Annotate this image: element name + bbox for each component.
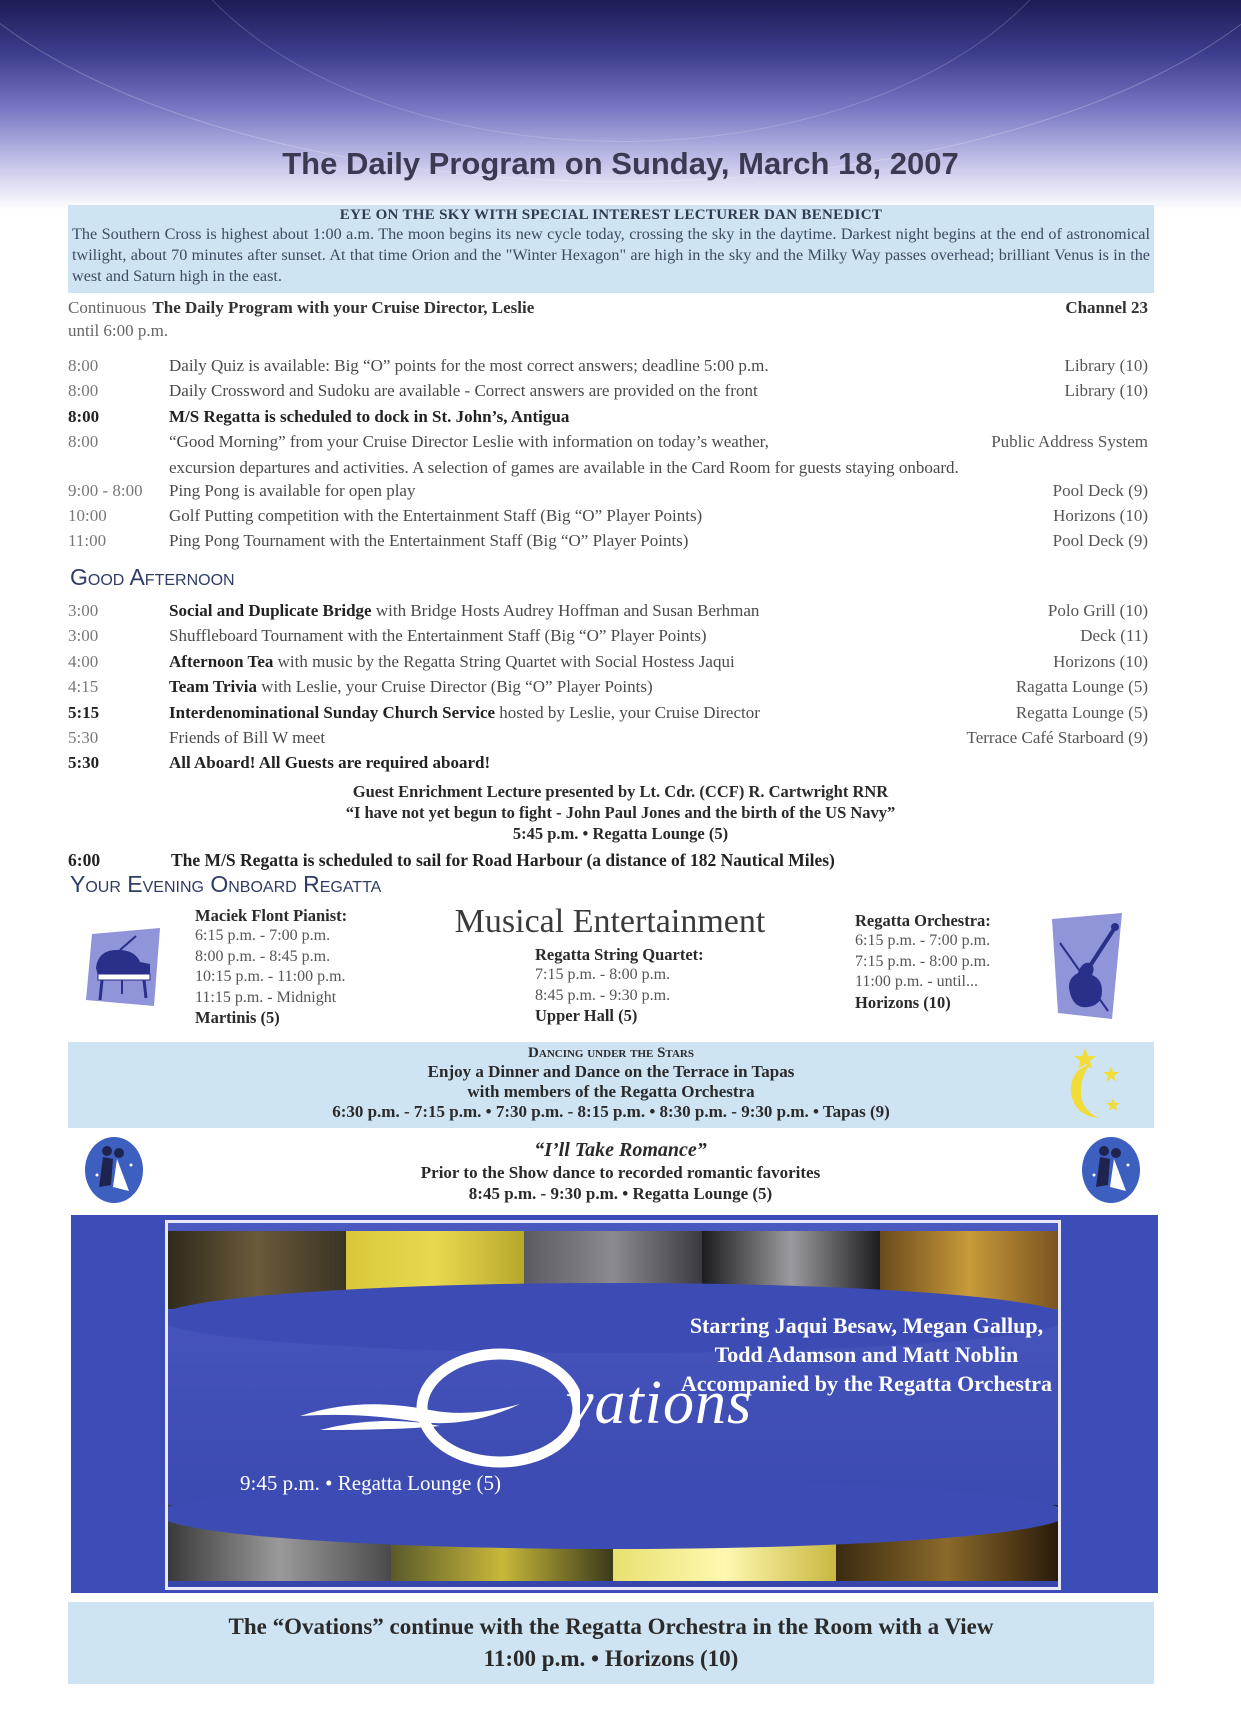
lecture-line: 5:45 p.m. • Regatta Lounge (5) [512, 824, 729, 843]
orchestra-schedule [855, 911, 991, 1013]
event-location: Horizons (10) [1053, 505, 1148, 525]
event-description: Ping Pong Tournament with the Entertainment Staff (Big “O” Player Points) [169, 531, 689, 551]
event-time: 5:30 [68, 727, 99, 747]
afternoon-heading: Good Afternoon [70, 564, 235, 590]
orchestra-time: 6:15 p.m. - 7:00 p.m. [855, 932, 991, 949]
string-quartet-schedule [535, 945, 704, 1026]
event-description: Golf Putting competition with the Entertainment Staff (Big “O” Player Points) [169, 505, 703, 525]
pianist-heading: Maciek Flont Pianist: [195, 906, 348, 925]
sky-heading: EYE ON THE SKY WITH SPECIAL INTEREST LECTURER DAN BENEDICT [339, 207, 883, 223]
pianist-time: 11:15 p.m. - Midnight [195, 988, 337, 1006]
event-location: Pool Deck (9) [1052, 531, 1148, 551]
page-title: The Daily Program on Sunday, March 18, 2007 [282, 146, 959, 181]
pianist-time: 10:15 p.m. - 11:00 p.m. [195, 968, 346, 985]
event-detail: Shuffleboard Tournament with the Entertainment Staff (Big “O” Player Points) [169, 626, 707, 646]
event-title: Interdenominational Sunday Church Service [169, 702, 496, 722]
dancing-line: with members of the Regatta Orchestra [467, 1082, 755, 1101]
romance-event [0, 1138, 1241, 1204]
starring-line: Accompanied by the Regatta Orchestra [680, 1371, 1052, 1396]
event-detail: hosted by Leslie, your Cruise Director [495, 702, 760, 722]
piano-icon [84, 928, 164, 1010]
event-location: Regatta Lounge (5) [1015, 702, 1148, 722]
schedule-row [68, 356, 1148, 381]
sail-time: 6:00 [68, 850, 101, 870]
event-time: 4:15 [68, 677, 99, 697]
dancing-heading: Dancing under the Stars [528, 1045, 694, 1061]
orchestra-heading: Regatta Orchestra: [855, 911, 991, 930]
schedule-row [68, 481, 1148, 506]
event-time: 8:00 [68, 406, 100, 426]
event-time: 5:15 [68, 702, 100, 722]
ovations-show-name: vations [566, 1369, 753, 1437]
event-description: M/S Regatta is scheduled to dock in St. John’s, Antigua [169, 406, 570, 426]
final-line: The “Ovations” continue with the Regatta Orchestra in the Room with a View [228, 1614, 994, 1639]
event-time: 8:00 [68, 432, 99, 452]
event-description [169, 728, 967, 748]
dancing-under-the-stars [68, 1042, 1154, 1128]
event-title: Afternoon Tea [169, 651, 274, 671]
event-location: Ragatta Lounge (5) [1015, 677, 1148, 697]
orchestra-venue: Horizons (10) [855, 992, 951, 1012]
event-title: Social and Duplicate Bridge [169, 601, 372, 620]
starring-line: Todd Adamson and Matt Noblin [714, 1342, 1019, 1367]
quartet-heading: Regatta String Quartet: [535, 945, 704, 964]
moon-stars-icon [1055, 1048, 1125, 1124]
event-description [169, 753, 1148, 773]
schedule-row [68, 381, 1148, 406]
channel-label: Channel 23 [1065, 298, 1148, 317]
continuous-title: The Daily Program with your Cruise Director, Leslie [152, 298, 535, 317]
pianist-time: 8:00 p.m. - 8:45 p.m. [195, 947, 331, 965]
schedule-row [68, 728, 1148, 753]
event-location: Terrace Café Starboard (9) [966, 727, 1148, 747]
morning-schedule [68, 356, 1148, 557]
ovations-venue: 9:45 p.m. • Regatta Lounge (5) [240, 1471, 502, 1495]
sail-notice [68, 850, 1168, 871]
event-location: Library (10) [1064, 356, 1148, 375]
continuous-label: Continuous [68, 298, 147, 317]
event-location: Polo Grill (10) [1047, 601, 1148, 620]
enrichment-lecture [0, 781, 1241, 844]
continuous-program [68, 298, 1148, 341]
ovations-poster-frame [165, 1220, 1061, 1590]
dancing-couple-icon [1080, 1135, 1142, 1205]
event-location: Pool Deck (9) [1052, 480, 1148, 500]
afternoon-schedule [68, 601, 1148, 779]
sky-text: The Southern Cross is highest about 1:00 a.m. The moon begins its new cycle today, crossing the sky in the daytime. Darkest night begins at the end of astronomical twilight, about 70 minutes after sunset. At that time Orion and the "Winter Hexagon" are high in the sky and the Milky Way passes overhead; brilliant Venus is in the west and Saturn high in the east. [72, 225, 1150, 285]
ovations-logo-o [300, 1348, 580, 1468]
continuous-until: until 6:00 p.m. [68, 321, 169, 340]
final-line: 11:00 p.m. • Horizons (10) [483, 1646, 739, 1671]
quartet-time: 7:15 p.m. - 8:00 p.m. [535, 966, 671, 983]
sail-text: The M/S Regatta is scheduled to sail for Road Harbour (a distance of 182 Nautical Miles) [171, 850, 835, 870]
event-time: 3:00 [68, 601, 99, 620]
schedule-row [68, 753, 1148, 778]
schedule-row [68, 652, 1148, 677]
event-description [169, 626, 1080, 646]
event-description [169, 652, 1053, 672]
starring-line: Starring Jaqui Besaw, Megan Gallup, [689, 1313, 1044, 1338]
romance-heading: “I’ll Take Romance” [534, 1139, 707, 1161]
event-description-continued: excursion departures and activities. A selection of games are available in the Card Room for guests staying onboard. [169, 457, 959, 477]
event-location: Horizons (10) [1053, 651, 1148, 671]
schedule-row [68, 407, 1148, 432]
event-location: Deck (11) [1080, 626, 1148, 646]
event-title: All Aboard! All Guests are required aboard! [169, 753, 491, 773]
event-description: Daily Crossword and Sudoku are available - Correct answers are provided on the front [169, 381, 758, 401]
event-time: 5:30 [68, 753, 100, 773]
orchestra-time: 11:00 p.m. - until... [855, 973, 978, 990]
event-detail: with music by the Regatta String Quartet with Social Hostess Jaqui [273, 651, 735, 671]
quartet-time: 8:45 p.m. - 9:30 p.m. [535, 986, 671, 1004]
quartet-venue: Upper Hall (5) [535, 1006, 638, 1025]
event-description [169, 703, 1016, 723]
eye-on-the-sky-box [68, 205, 1154, 293]
event-title: Team Trivia [169, 677, 257, 697]
romance-line: Prior to the Show dance to recorded romantic favorites [420, 1163, 821, 1182]
schedule-row [68, 506, 1148, 531]
schedule-row [68, 677, 1148, 702]
romance-line: 8:45 p.m. - 9:30 p.m. • Regatta Lounge (5) [468, 1184, 773, 1203]
violin-icon [1048, 913, 1126, 1023]
musical-entertainment-title: Musical Entertainment [454, 903, 766, 940]
event-detail: with Bridge Hosts Audrey Hoffman and Susan Berhman [371, 601, 760, 620]
event-detail: with Leslie, your Cruise Director (Big “O” Player Points) [257, 677, 653, 697]
event-description [169, 601, 1048, 621]
event-location: Library (10) [1064, 381, 1148, 401]
orchestra-time: 7:15 p.m. - 8:00 p.m. [855, 952, 991, 970]
ovations-poster [71, 1215, 1158, 1593]
event-description [169, 677, 1016, 697]
event-description: Ping Pong is available for open play [169, 480, 416, 500]
pianist-time: 6:15 p.m. - 7:00 p.m. [195, 927, 331, 944]
dancing-line: 6:30 p.m. - 7:15 p.m. • 7:30 p.m. - 8:15 p.m. • 8:30 p.m. - 9:30 p.m. • Tapas (9) [332, 1102, 890, 1121]
lecture-line: Guest Enrichment Lecture presented by Lt. Cdr. (CCF) R. Cartwright RNR [352, 782, 889, 801]
schedule-row [68, 601, 1148, 626]
event-time: 11:00 [68, 531, 107, 551]
event-detail: Friends of Bill W meet [169, 727, 326, 747]
event-description: Daily Quiz is available: Big “O” points for the most correct answers; deadline 5:00 p.m. [169, 356, 769, 375]
event-time: 8:00 [68, 381, 99, 401]
event-time: 9:00 - 8:00 [68, 480, 143, 500]
evening-heading: Your Evening Onboard Regatta [70, 871, 382, 897]
event-time: 8:00 [68, 356, 99, 375]
event-time: 10:00 [68, 505, 107, 525]
event-location: Public Address System [991, 432, 1148, 452]
schedule-row [68, 626, 1148, 651]
dancing-line: Enjoy a Dinner and Dance on the Terrace in Tapas [427, 1062, 795, 1081]
event-time: 3:00 [68, 626, 99, 646]
schedule-row [68, 531, 1148, 556]
schedule-row [68, 432, 1148, 457]
pianist-schedule [195, 906, 347, 1028]
event-time: 4:00 [68, 651, 99, 671]
pianist-venue: Martinis (5) [195, 1008, 280, 1027]
ovations-continue-box [68, 1602, 1154, 1684]
lecture-line: “I have not yet begun to fight - John Paul Jones and the birth of the US Navy” [345, 803, 896, 822]
event-description: “Good Morning” from your Cruise Director Leslie with information on today’s weather, [169, 432, 769, 452]
schedule-row [68, 703, 1148, 728]
